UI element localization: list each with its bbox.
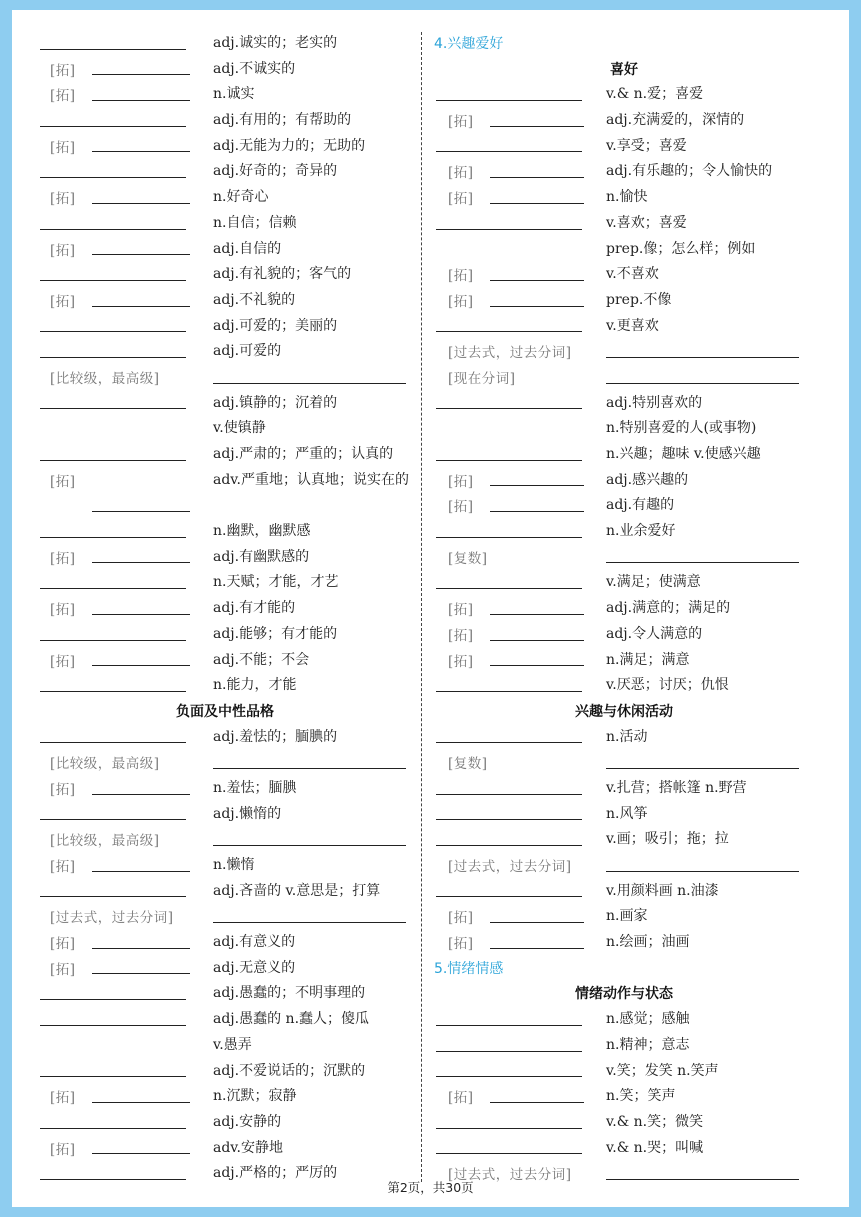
answer-blank[interactable]	[436, 1025, 582, 1026]
form-tag: [过去式，过去分词]	[448, 345, 572, 362]
answer-blank[interactable]	[40, 999, 186, 1000]
definition: adj.可爱的；美丽的	[213, 317, 338, 334]
subsection-heading: 情绪动作与状态	[575, 986, 673, 1003]
definition: adj.安静的	[213, 1113, 282, 1130]
answer-blank[interactable]	[436, 896, 582, 897]
definition: v.享受；喜爱	[606, 137, 687, 154]
definition: adj.有礼貌的；客气的	[213, 266, 352, 283]
definition: n.天赋；才能，才艺	[213, 574, 339, 591]
answer-blank[interactable]	[92, 100, 190, 101]
extension-tag: [拓]	[448, 499, 474, 516]
definition: adj.严格的；严厉的	[213, 1165, 338, 1182]
answer-blank[interactable]	[40, 819, 186, 820]
vocab-row	[434, 338, 814, 364]
answer-blank[interactable]	[40, 1025, 186, 1026]
definition: adj.感兴趣的	[606, 471, 689, 488]
extension-tag: [拓]	[50, 550, 76, 567]
vocab-row	[40, 980, 410, 1006]
answer-blank[interactable]	[606, 871, 799, 872]
extension-tag: [拓]	[50, 88, 76, 105]
answer-blank[interactable]	[436, 588, 582, 589]
answer-blank[interactable]	[40, 1128, 186, 1129]
definition: adv.安静地	[213, 1139, 284, 1156]
answer-blank[interactable]	[606, 357, 799, 358]
vocab-row	[40, 107, 410, 133]
vocab-row	[40, 878, 410, 904]
answer-blank[interactable]	[40, 280, 186, 281]
definition: adj.愚蠢的 n.蠢人；傻瓜	[213, 1011, 370, 1028]
vocab-row	[434, 1083, 814, 1109]
vocab-row	[40, 852, 410, 878]
vocab-row	[434, 852, 814, 878]
vocab-row	[434, 467, 814, 493]
extension-tag: [拓]	[50, 653, 76, 670]
answer-blank[interactable]	[436, 1076, 582, 1077]
vocab-row	[434, 210, 814, 236]
vocab-row	[40, 261, 410, 287]
vocab-row	[434, 595, 814, 621]
definition: v.使镇静	[213, 420, 266, 437]
definition: n.满足；满意	[606, 651, 690, 668]
extension-tag: [拓]	[448, 602, 474, 619]
vocab-row	[40, 81, 410, 107]
answer-blank[interactable]	[92, 1153, 190, 1154]
extension-tag: [拓]	[448, 473, 474, 490]
definition: prep.不像	[606, 291, 672, 308]
extension-tag: [拓]	[50, 1141, 76, 1158]
form-tag: [比较级，最高级]	[50, 756, 160, 773]
extension-tag: [拓]	[50, 293, 76, 310]
form-tag: [复数]	[448, 756, 488, 773]
vocab-row	[434, 184, 814, 210]
definition: adj.充满爱的，深情的	[606, 112, 745, 129]
vocab-row	[40, 698, 410, 724]
definition: n.愉快	[606, 189, 648, 206]
vocab-row	[40, 158, 410, 184]
answer-blank[interactable]	[92, 306, 190, 307]
definition: adj.有才能的	[213, 600, 296, 617]
answer-blank[interactable]	[40, 896, 186, 897]
definition: v.不喜欢	[606, 266, 659, 283]
answer-blank[interactable]	[436, 742, 582, 743]
answer-blank[interactable]	[436, 460, 582, 461]
answer-blank[interactable]	[92, 1102, 190, 1103]
vocab-row	[40, 56, 410, 82]
answer-blank[interactable]	[40, 177, 186, 178]
answer-blank[interactable]	[40, 357, 186, 358]
vocab-row	[40, 210, 410, 236]
answer-blank[interactable]	[213, 383, 406, 384]
vocab-row	[40, 415, 410, 441]
vocab-row	[434, 56, 814, 82]
vocab-row	[434, 826, 814, 852]
definition: n.羞怯；腼腆	[213, 779, 297, 796]
vocab-row	[40, 1083, 410, 1109]
definition: n.业余爱好	[606, 523, 676, 540]
definition: prep.像；怎么样；例如	[606, 240, 756, 257]
answer-blank[interactable]	[490, 1102, 584, 1103]
definition: adj.好奇的；奇异的	[213, 163, 338, 180]
form-tag: [比较级，最高级]	[50, 370, 160, 387]
extension-tag: [拓]	[448, 114, 474, 131]
answer-blank[interactable]	[92, 948, 190, 949]
vocab-row	[434, 672, 814, 698]
definition: n.诚实	[213, 86, 255, 103]
vocab-row	[434, 492, 814, 518]
definition: n.特别喜爱的人(或事物)	[606, 420, 757, 437]
vocab-row	[434, 955, 814, 981]
definition: adj.有趣的	[606, 497, 675, 514]
extension-tag: [拓]	[448, 191, 474, 208]
definition: adj.有意义的	[213, 934, 296, 951]
definition: adj.懒惰的	[213, 805, 282, 822]
answer-blank[interactable]	[436, 537, 582, 538]
definition: n.活动	[606, 728, 648, 745]
answer-blank[interactable]	[436, 229, 582, 230]
extension-tag: [拓]	[448, 293, 474, 310]
vocab-row	[40, 1032, 410, 1058]
extension-tag: [拓]	[50, 961, 76, 978]
extension-tag: [拓]	[448, 936, 474, 953]
subsection-heading: 喜好	[610, 61, 638, 78]
section-heading: 5.情绪情感	[434, 960, 504, 977]
vocab-row	[40, 30, 410, 56]
answer-blank[interactable]	[606, 562, 799, 563]
vocab-row	[40, 236, 410, 262]
definition: v.愚弄	[213, 1036, 252, 1053]
definition: v.满足；使满意	[606, 574, 701, 591]
extension-tag: [拓]	[50, 191, 76, 208]
answer-blank[interactable]	[606, 383, 799, 384]
definition: adj.令人满意的	[606, 625, 703, 642]
answer-blank[interactable]	[436, 1051, 582, 1052]
answer-blank[interactable]	[40, 126, 186, 127]
definition: adj.有幽默感的	[213, 548, 310, 565]
form-tag: [比较级，最高级]	[50, 833, 160, 850]
answer-blank[interactable]	[92, 973, 190, 974]
answer-blank[interactable]	[40, 640, 186, 641]
definition: n.自信；信赖	[213, 214, 297, 231]
definition: n.好奇心	[213, 189, 269, 206]
extension-tag: [拓]	[50, 602, 76, 619]
answer-blank[interactable]	[490, 665, 584, 666]
extension-tag: [拓]	[50, 242, 76, 259]
form-tag: [过去式，过去分词]	[448, 1167, 572, 1184]
vocab-row	[434, 698, 814, 724]
definition: adj.可爱的	[213, 343, 282, 360]
definition: v.& n.哭；叫喊	[606, 1139, 704, 1156]
definition: n.画家	[606, 908, 648, 925]
vocab-row	[40, 724, 410, 750]
extension-tag: [拓]	[448, 1090, 474, 1107]
definition: adj.羞怯的；腼腆的	[213, 728, 338, 745]
vocab-row	[434, 107, 814, 133]
definition: n.幽默，幽默感	[213, 523, 311, 540]
vocab-row	[434, 1006, 814, 1032]
vocab-row	[434, 30, 814, 56]
definition: adj.特别喜欢的	[606, 394, 703, 411]
vocab-row	[40, 749, 410, 775]
definition: v.扎营；搭帐篷 n.野营	[606, 779, 747, 796]
answer-blank[interactable]	[490, 640, 584, 641]
answer-blank[interactable]	[92, 562, 190, 563]
answer-blank[interactable]	[92, 151, 190, 152]
extension-tag: [拓]	[50, 62, 76, 79]
answer-blank[interactable]	[490, 280, 584, 281]
vocab-row	[40, 647, 410, 673]
definition: adj.满意的；满足的	[606, 600, 731, 617]
definition: adj.自信的	[213, 240, 282, 257]
vocab-row	[40, 441, 410, 467]
answer-blank[interactable]	[436, 819, 582, 820]
answer-blank[interactable]	[92, 871, 190, 872]
definition: adj.无能为力的；无助的	[213, 137, 366, 154]
answer-blank[interactable]	[436, 151, 582, 152]
vocab-row	[434, 903, 814, 929]
vocab-row	[40, 801, 410, 827]
definition: v.厌恶；讨厌；仇恨	[606, 677, 729, 694]
definition: v.用颜料画 n.油漆	[606, 882, 719, 899]
definition: adj.有用的；有帮助的	[213, 112, 352, 129]
vocab-row	[40, 826, 410, 852]
vocab-row	[40, 364, 410, 390]
vocab-row	[40, 595, 410, 621]
definition: adj.不诚实的	[213, 60, 296, 77]
answer-blank[interactable]	[490, 126, 584, 127]
vocab-row	[434, 390, 814, 416]
worksheet-page	[12, 10, 849, 1207]
definition: adj.吝啬的 v.意思是；打算	[213, 882, 381, 899]
vocab-row	[434, 287, 814, 313]
definition: v.喜欢；喜爱	[606, 214, 687, 231]
answer-blank[interactable]	[40, 460, 186, 461]
vocab-row	[434, 878, 814, 904]
answer-blank[interactable]	[436, 331, 582, 332]
vocab-row	[40, 467, 410, 518]
definition: n.风筝	[606, 805, 648, 822]
answer-blank[interactable]	[92, 74, 190, 75]
vocab-row	[40, 390, 410, 416]
extension-tag: [拓]	[448, 910, 474, 927]
extension-tag: [拓]	[50, 781, 76, 798]
definition: n.懒惰	[213, 857, 255, 874]
extension-tag: [拓]	[448, 627, 474, 644]
vocab-row	[434, 749, 814, 775]
extension-tag: [拓]	[50, 473, 76, 490]
definition: n.能力，才能	[213, 677, 297, 694]
extension-tag: [拓]	[50, 139, 76, 156]
answer-blank[interactable]	[436, 845, 582, 846]
vocab-row	[434, 544, 814, 570]
answer-blank[interactable]	[213, 845, 406, 846]
answer-blank[interactable]	[490, 922, 584, 923]
vocab-row	[40, 313, 410, 339]
answer-blank[interactable]	[213, 922, 406, 923]
answer-blank[interactable]	[92, 794, 190, 795]
vocab-row	[40, 569, 410, 595]
vocab-row	[434, 1032, 814, 1058]
answer-blank[interactable]	[40, 588, 186, 589]
vocab-row	[434, 81, 814, 107]
right-column	[434, 30, 814, 1186]
definition: adj.严肃的；严重的；认真的	[213, 446, 394, 462]
extension-tag: [拓]	[448, 653, 474, 670]
definition: v.更喜欢	[606, 317, 659, 334]
definition: n.笑；笑声	[606, 1088, 676, 1105]
extension-tag: [拓]	[50, 936, 76, 953]
answer-blank[interactable]	[40, 742, 186, 743]
vocab-row	[434, 980, 814, 1006]
definition: adj.诚实的；老实的	[213, 35, 338, 51]
definition: n.感觉；感触	[606, 1011, 690, 1028]
answer-blank[interactable]	[40, 408, 186, 409]
vocab-row	[40, 955, 410, 981]
definition: adj.镇静的；沉着的	[213, 394, 338, 411]
definition: v.& n.爱；喜爱	[606, 86, 704, 103]
definition: v.画；吸引；拖；拉	[606, 831, 729, 848]
vocab-row	[434, 724, 814, 750]
column-divider	[421, 32, 422, 1182]
answer-blank[interactable]	[92, 203, 190, 204]
definition: n.兴趣；趣味 v.使感兴趣	[606, 446, 761, 462]
vocab-row	[40, 1006, 410, 1032]
answer-blank[interactable]	[490, 203, 584, 204]
extension-tag: [拓]	[50, 859, 76, 876]
answer-blank[interactable]	[40, 229, 186, 230]
vocab-row	[40, 338, 410, 364]
vocab-row	[40, 775, 410, 801]
vocab-row	[40, 184, 410, 210]
subsection-heading: 兴趣与休闲活动	[575, 703, 673, 720]
answer-blank[interactable]	[436, 1128, 582, 1129]
definition: n.沉默；寂静	[213, 1088, 297, 1105]
vocab-row	[40, 544, 410, 570]
answer-blank[interactable]	[40, 537, 186, 538]
answer-blank[interactable]	[40, 331, 186, 332]
answer-blank[interactable]	[490, 948, 584, 949]
answer-blank[interactable]	[40, 691, 186, 692]
vocab-row	[434, 1058, 814, 1084]
answer-blank[interactable]	[490, 485, 584, 486]
answer-blank[interactable]	[40, 49, 186, 50]
vocab-row	[40, 621, 410, 647]
extension-tag: [拓]	[50, 1090, 76, 1107]
answer-blank[interactable]	[436, 1153, 582, 1154]
definition: n.精神；意志	[606, 1036, 690, 1053]
vocab-row	[40, 929, 410, 955]
definition: adj.不能；不会	[213, 651, 310, 668]
section-heading: 4.兴趣爱好	[434, 36, 504, 52]
vocab-row	[434, 1109, 814, 1135]
extension-tag: [拓]	[448, 165, 474, 182]
definition: adv.严重地；认真地；说实在的	[213, 471, 410, 488]
vocab-row	[434, 1135, 814, 1161]
extension-tag: [拓]	[448, 268, 474, 285]
form-tag: [现在分词]	[448, 370, 516, 387]
vocab-row	[434, 133, 814, 159]
answer-blank[interactable]	[92, 511, 190, 512]
answer-blank[interactable]	[490, 306, 584, 307]
left-column	[40, 30, 410, 1186]
definition: adj.无意义的	[213, 959, 296, 976]
answer-blank[interactable]	[436, 794, 582, 795]
answer-blank[interactable]	[436, 408, 582, 409]
page-footer: 第2页，共30页	[387, 1180, 474, 1195]
definition: adj.愚蠢的；不明事理的	[213, 985, 366, 1002]
vocab-row	[434, 647, 814, 673]
vocab-row	[434, 441, 814, 467]
vocab-row	[434, 313, 814, 339]
vocab-row	[434, 364, 814, 390]
form-tag: [过去式，过去分词]	[50, 910, 174, 927]
vocab-row	[40, 1109, 410, 1135]
answer-blank[interactable]	[436, 691, 582, 692]
vocab-row	[40, 287, 410, 313]
vocab-row	[434, 261, 814, 287]
vocab-row	[40, 518, 410, 544]
vocab-row	[434, 415, 814, 441]
answer-blank[interactable]	[213, 768, 406, 769]
answer-blank[interactable]	[606, 768, 799, 769]
vocab-row	[40, 133, 410, 159]
vocab-row	[40, 1058, 410, 1084]
vocab-row	[434, 518, 814, 544]
answer-blank[interactable]	[490, 177, 584, 178]
vocab-row	[434, 621, 814, 647]
definition: adj.不爱说话的；沉默的	[213, 1062, 366, 1079]
answer-blank[interactable]	[92, 614, 190, 615]
definition: adj.能够；有才能的	[213, 625, 338, 642]
definition: adj.不礼貌的	[213, 291, 296, 308]
answer-blank[interactable]	[40, 1076, 186, 1077]
vocab-row	[434, 929, 814, 955]
answer-blank[interactable]	[92, 254, 190, 255]
vocab-row	[40, 903, 410, 929]
answer-blank[interactable]	[92, 665, 190, 666]
answer-blank[interactable]	[490, 511, 584, 512]
vocab-row	[40, 1135, 410, 1161]
definition: n.绘画；油画	[606, 934, 690, 951]
vocab-row	[434, 158, 814, 184]
definition: adj.有乐趣的；令人愉快的	[606, 163, 773, 180]
vocab-row	[40, 672, 410, 698]
form-tag: [复数]	[448, 550, 488, 567]
vocab-row	[434, 801, 814, 827]
form-tag: [过去式，过去分词]	[448, 859, 572, 875]
vocab-row	[434, 775, 814, 801]
definition: v.笑；发笑 n.笑声	[606, 1062, 719, 1079]
vocab-row	[434, 569, 814, 595]
answer-blank[interactable]	[436, 100, 582, 101]
definition: v.& n.笑；微笑	[606, 1113, 704, 1130]
subsection-heading: 负面及中性品格	[176, 703, 274, 720]
answer-blank[interactable]	[490, 614, 584, 615]
vocab-row	[434, 236, 814, 262]
